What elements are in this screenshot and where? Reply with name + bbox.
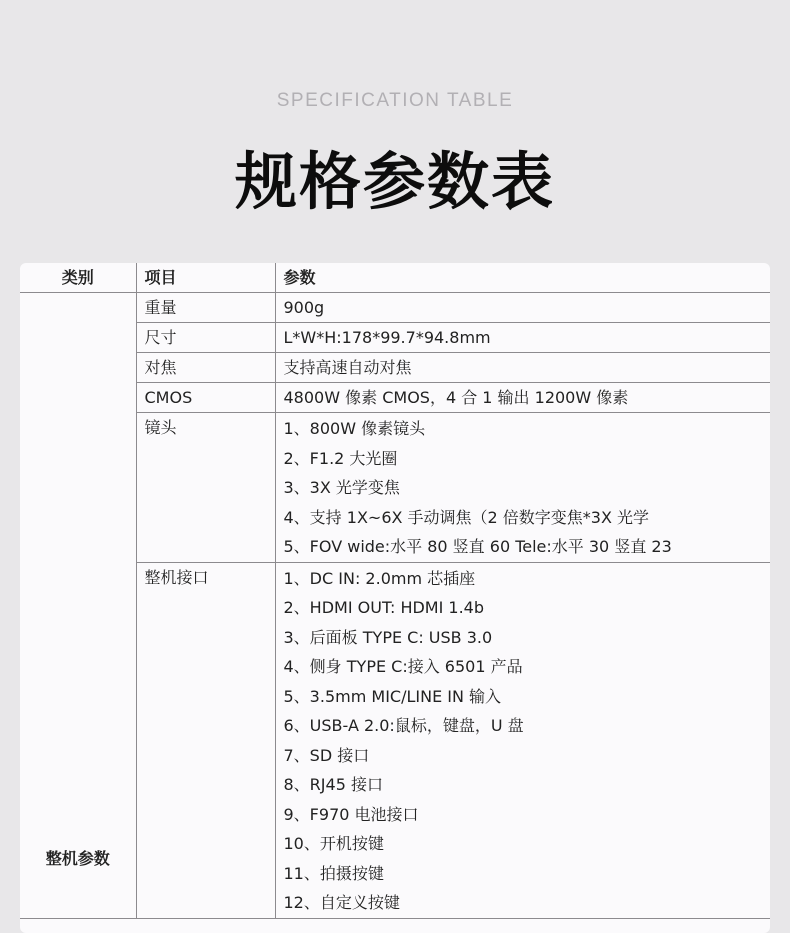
item-cell: 重量 <box>136 293 275 323</box>
page-title: 规格参数表 <box>234 145 555 218</box>
param-line: 3、后面板 TYPE C: USB 3.0 <box>283 627 493 647</box>
param-line: 3、3X 光学变焦 <box>283 478 400 497</box>
param-line: 4、侧身 TYPE C:接入 6501 产品 <box>283 657 523 676</box>
param-line: 2、HDMI OUT: HDMI 1.4b <box>283 598 485 617</box>
param-line: 5、FOV wide:水平 80 竖直 60 Tele:水平 30 竖直 23 <box>283 537 672 556</box>
header-param: 参数 <box>275 263 770 293</box>
spec-table-card <box>20 263 770 933</box>
item-cell: 对焦 <box>136 353 275 383</box>
header-category: 类别 <box>20 263 136 293</box>
param-line: 11、拍摄按键 <box>283 863 384 883</box>
param-line: 12、自定义按键 <box>283 893 400 912</box>
category-cell: 整机参数 <box>20 293 136 919</box>
param-line: 1、DC IN: 2.0mm 芯插座 <box>283 568 476 588</box>
param-cell: 900g <box>275 293 770 323</box>
param-line: 1、800W 像素镜头 <box>283 419 426 438</box>
param-line: 5、3.5mm MIC/LINE IN 输入 <box>283 686 502 706</box>
header-item: 项目 <box>136 263 275 293</box>
param-cell <box>275 562 770 918</box>
param-line: 6、USB-A 2.0:鼠标，键盘，U 盘 <box>283 716 524 735</box>
param-line: 4、支持 1X~6X 手动调焦（2 倍数字变焦*3X 光学 <box>283 507 650 527</box>
item-cell: 镜头 <box>136 413 275 563</box>
param-cell: 支持高速自动对焦 <box>275 353 770 383</box>
table-row <box>20 293 770 323</box>
subtitle: SPECIFICATION TABLE <box>276 90 514 111</box>
param-cell: 4800W 像素 CMOS，4 合 1 输出 1200W 像素 <box>275 383 770 413</box>
spec-table <box>20 263 770 919</box>
param-line: 8、RJ45 接口 <box>283 775 383 794</box>
table-header-row <box>20 263 770 293</box>
param-cell <box>275 413 770 563</box>
item-cell: 整机接口 <box>136 562 275 918</box>
item-cell: 尺寸 <box>136 323 275 353</box>
param-cell: L*W*H:178*99.7*94.8mm <box>275 323 770 353</box>
item-cell: CMOS <box>136 383 275 413</box>
param-line: 2、F1.2 大光圈 <box>283 448 398 468</box>
param-line: 7、SD 接口 <box>283 745 370 765</box>
param-line: 10、开机按键 <box>283 834 384 853</box>
param-line: 9、F970 电池接口 <box>283 804 419 824</box>
